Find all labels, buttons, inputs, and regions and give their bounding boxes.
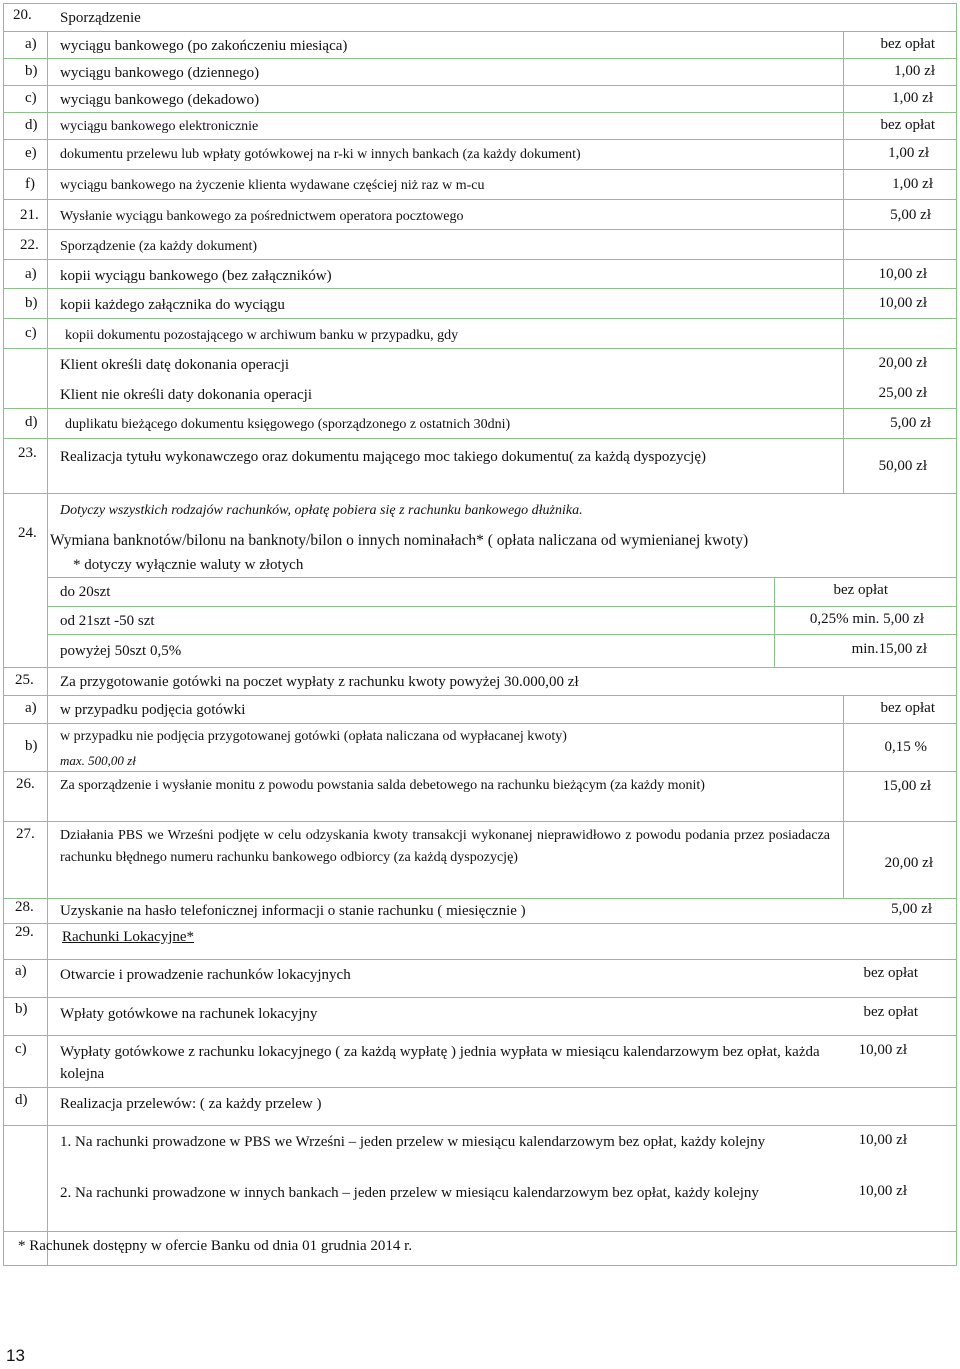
row-label: powyżej 50szt 0,5% [60,643,182,659]
row-label: Za przygotowanie gotówki na poczet wypłaty z rachunku kwoty powyżej 30.000,00 zł [60,674,579,690]
row-amount: 25,00 zł [878,385,927,401]
table-row [3,199,957,230]
table-row [3,695,957,724]
row-number: 23. [18,445,37,461]
row-label: Realizacja tytułu wykonawczego oraz dokumentu mającego moc takiego dokumentu( za każdą dyspozycję) [60,449,706,465]
row-label: 1. Na rachunki prowadzone w PBS we Wrześni – jeden przelew w miesiącu kalendarzowym bez opłat, każdy kolejny [60,1134,766,1150]
row-amount: 5,00 zł [891,901,932,917]
table-row [3,1125,957,1232]
table-row [3,58,957,86]
row-label: Otwarcie i prowadzenie rachunków lokacyjnych [60,967,351,983]
row-amount: 10,00 zł [878,266,927,282]
fee-table [3,3,957,1266]
row-sub: f) [25,176,35,192]
row-label: Klient nie określi daty dokonania operacji [60,387,313,403]
row-amount: 5,00 zł [890,415,931,431]
row-label: Wypłaty gotówkowe z rachunku lokacyjnego ( za każdą wypłatę ) jednia wypłata w miesiącu kalendarzowym bez opłat, każda kolejna [60,1044,820,1082]
table-row [3,31,957,59]
row-label: wyciągu bankowego elektronicznie [60,119,259,134]
row-amount: bez opłat [880,117,935,133]
page-number: 13 [6,1346,25,1365]
row-label: od 21szt -50 szt [60,613,155,629]
row-label: Uzyskanie na hasło telefonicznej informacji o stanie rachunku ( miesięcznie ) [60,903,526,919]
row-number: 22. [20,237,39,253]
row-number: 25. [15,672,34,688]
row-label: Wysłanie wyciągu bankowego za pośrednictwem operatora pocztowego [60,209,464,224]
table-row [3,288,957,319]
table-row [3,229,957,260]
row-number: 28. [15,899,34,915]
row-amount: bez opłat [863,965,918,981]
row-amount: bez opłat [863,1004,918,1020]
row-amount: 10,00 zł [858,1183,907,1199]
row-sub: c) [15,1041,27,1057]
row-number: 26. [16,776,35,792]
table-row [3,169,957,200]
row-label: Sporządzenie [60,10,141,26]
row-label: w przypadku nie podjęcia przygotowanej gotówki (opłata naliczana od wypłacanej kwoty) [60,729,567,744]
table-row [3,634,957,667]
row-sub: b) [25,295,38,311]
row-amount: 1,00 zł [888,145,929,161]
row-amount: 1,00 zł [892,176,933,192]
table-row [3,923,957,960]
row-sub: a) [25,266,37,282]
table-row [3,577,957,607]
table-row [3,139,957,170]
row-number: 29. [15,924,34,940]
row-label: w przypadku podjęcia gotówki [60,702,246,718]
row-label: Działania PBS we Wrześni podjęte w celu odzyskania kwoty transakcji wykonanej nieprawidłowo z powodu podania przez posiadacza rachunku błędnego numeru rachunku bankowego odbiorcy (za każdą dyspozycję) [60,828,830,865]
row-sub: c) [25,90,37,106]
row-amount: 20,00 zł [878,355,927,371]
row-label: Realizacja przelewów: ( za każdy przelew ) [60,1096,322,1112]
row-sub: d) [25,117,38,133]
row-label: wyciągu bankowego (dziennego) [60,65,260,81]
table-row [3,667,957,696]
row-amount: min.15,00 zł [851,641,927,657]
row-sub: d) [25,414,38,430]
row-label: Wpłaty gotówkowe na rachunek lokacyjny [60,1006,318,1022]
row-amount: 1,00 zł [894,63,935,79]
row-amount: 10,00 zł [858,1132,907,1148]
row-sub: d) [15,1092,28,1108]
row-label: kopii dokumentu pozostającego w archiwum banku w przypadku, gdy [65,328,459,343]
row-note: max. 500,00 zł [60,753,136,768]
table-row [3,723,957,772]
table-row [3,348,957,409]
row-sub: a) [25,36,37,52]
row-note: * dotyczy wyłącznie waluty w złotych [73,557,304,573]
row-label: kopii każdego załącznika do wyciągu [60,297,285,313]
row-label: wyciągu bankowego (dekadowo) [60,92,260,108]
table-row [3,85,957,113]
table-row [3,493,957,522]
table-row [3,3,957,31]
divider [3,348,48,349]
row-label: dokumentu przelewu lub wpłaty gotówkowej na r-ki w innych bankach (za każdy dokument) [60,147,581,162]
row-label: do 20szt [60,584,111,600]
table-row [3,959,957,998]
row-amount: 5,00 zł [890,207,931,223]
table-row [3,408,957,439]
table-row [3,898,957,924]
row-sub: b) [25,63,38,79]
footnote: * Rachunek dostępny w ofercie Banku od dnia 01 grudnia 2014 r. [18,1238,413,1254]
row-label: 2. Na rachunki prowadzone w innych bankach – jeden przelew w miesiącu kalendarzowym bez opłat, każdy kolejny [60,1185,759,1201]
row-amount: 0,15 % [884,739,927,755]
row-amount: bez opłat [880,700,935,716]
row-amount: 50,00 zł [878,458,927,474]
row-amount: bez opłat [833,582,888,598]
row-number: 21. [20,207,39,223]
row-label: kopii wyciągu bankowego (bez załączników) [60,268,332,284]
table-row [3,259,957,289]
row-number: 27. [16,826,35,842]
table-row [3,318,957,349]
row-label: wyciągu bankowego (po zakończeniu miesiąca) [60,38,348,54]
row-number: 20. [13,7,32,23]
table-row [3,997,957,1036]
row-label: duplikatu bieżącego dokumentu księgowego (sporządzonego z ostatnich 30dni) [65,417,511,432]
row-sub: a) [25,700,37,716]
row-amount: 0,25% min. 5,00 zł [809,611,924,627]
table-row [3,821,957,899]
row-label: Sporządzenie (za każdy dokument) [60,239,258,254]
row-label: Klient określi datę dokonania operacji [60,357,290,373]
row-sub: b) [15,1001,28,1017]
row-sub: b) [25,738,38,754]
table-row [3,438,957,494]
row-sub: c) [25,325,37,341]
row-sub: a) [15,963,27,979]
table-row [3,606,957,634]
row-label: wyciągu bankowego na życzenie klienta wydawane częściej niż raz w m-cu [60,178,485,193]
row-amount: bez opłat [880,36,935,52]
table-row [3,112,957,140]
row-label: Wymiana banknotów/bilonu na banknoty/bilon o innych nominałach* ( opłata naliczana od wymienianej kwoty) [50,532,749,549]
row-number: 24. [18,525,37,541]
table-row [3,1035,957,1088]
row-sub: e) [25,145,37,161]
row-amount: 15,00 zł [882,778,931,794]
row-amount: 1,00 zł [892,90,933,106]
table-row [3,1087,957,1126]
table-row [3,771,957,822]
row-amount: 20,00 zł [884,855,933,871]
row-amount: 10,00 zł [878,295,927,311]
table-row [3,1231,957,1266]
row-label: Za sporządzenie i wysłanie monitu z powodu powstania salda debetowego na rachunku bieżącym (za każdy monit) [60,778,705,793]
row-amount: 10,00 zł [858,1042,907,1058]
row-label: Rachunki Lokacyjne* [62,929,195,945]
row-note: Dotyczy wszystkich rodzajów rachunków, opłatę pobiera się z rachunku bankowego dłużnika. [60,503,583,518]
